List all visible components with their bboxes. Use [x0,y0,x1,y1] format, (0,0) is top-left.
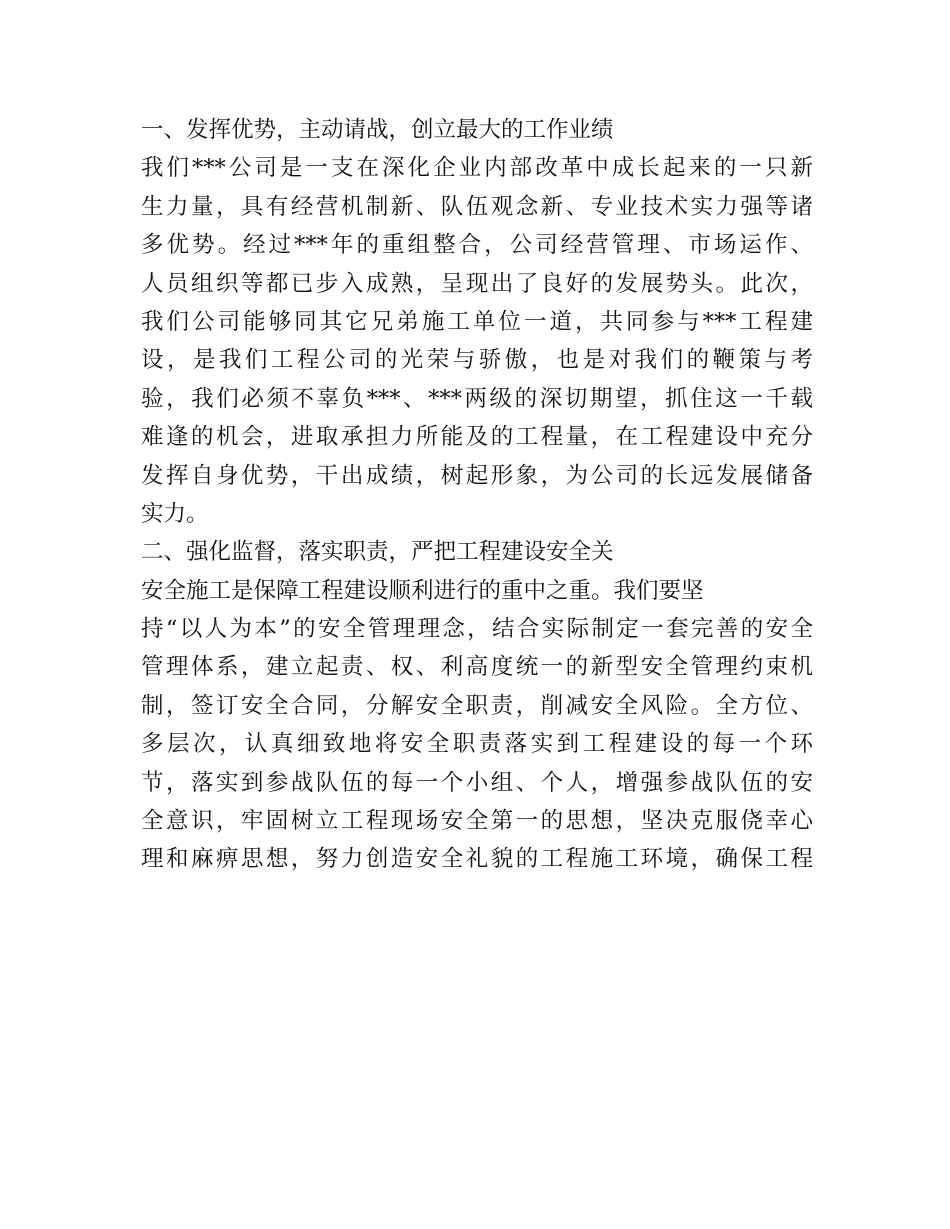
paragraph-line-last: 实力。 [141,500,209,527]
paragraph-line: 节，落实到参战队伍的每一个小组、个人，增强参战队伍的安 [141,769,813,796]
paragraph-line: 管理体系，建立起责、权、利高度统一的新型安全管理约束机 [141,654,813,681]
paragraph-line: 多层次，认真细致地将安全职责落实到工程建设的每一个环 [141,731,813,758]
paragraph-line: 发挥自身优势，干出成绩，树起形象，为公司的长远发展储备 [141,462,813,489]
paragraph-line: 理和麻痹思想，努力创造安全礼貌的工程施工环境，确保工程 [141,846,813,873]
section-heading-1: 一、发挥优势，主动请战，创立最大的工作业绩 [141,117,614,143]
section-heading-2: 二、强化监督，落实职责，严把工程建设安全关 [141,539,614,566]
document-page [141,111,813,879]
paragraph-line: 持“以人为本”的安全管理理念，结合实际制定一套完善的安全 [141,616,813,643]
paragraph-line: 全意识，牢固树立工程现场安全第一的思想，坚决克服侥幸心 [141,808,813,835]
paragraph-line: 安全施工是保障工程建设顺利进行的重中之重。我们要坚 [141,577,704,604]
paragraph-line: 人员组织等都已步入成熟，呈现出了良好的发展势头。此次， [141,270,813,297]
paragraph-line: 多优势。经过***年的重组整合，公司经营管理、市场运作、 [141,232,813,259]
paragraph-line: 难逢的机会，进取承担力所能及的工程量，在工程建设中充分 [141,424,813,451]
paragraph-line: 验，我们必须不辜负***、***两级的深切期望，抓住这一千载 [141,385,813,412]
paragraph-line: 设，是我们工程公司的光荣与骄傲，也是对我们的鞭策与考 [141,347,813,374]
paragraph-line: 生力量，具有经营机制新、队伍观念新、专业技术实力强等诸 [141,193,813,220]
paragraph-line: 制，签订安全合同，分解安全职责，削减安全风险。全方位、 [141,692,813,719]
paragraph-line: 我们公司能够同其它兄弟施工单位一道，共同参与***工程建 [141,308,813,335]
paragraph-line: 我们***公司是一支在深化企业内部改革中成长起来的一只新 [141,155,813,182]
